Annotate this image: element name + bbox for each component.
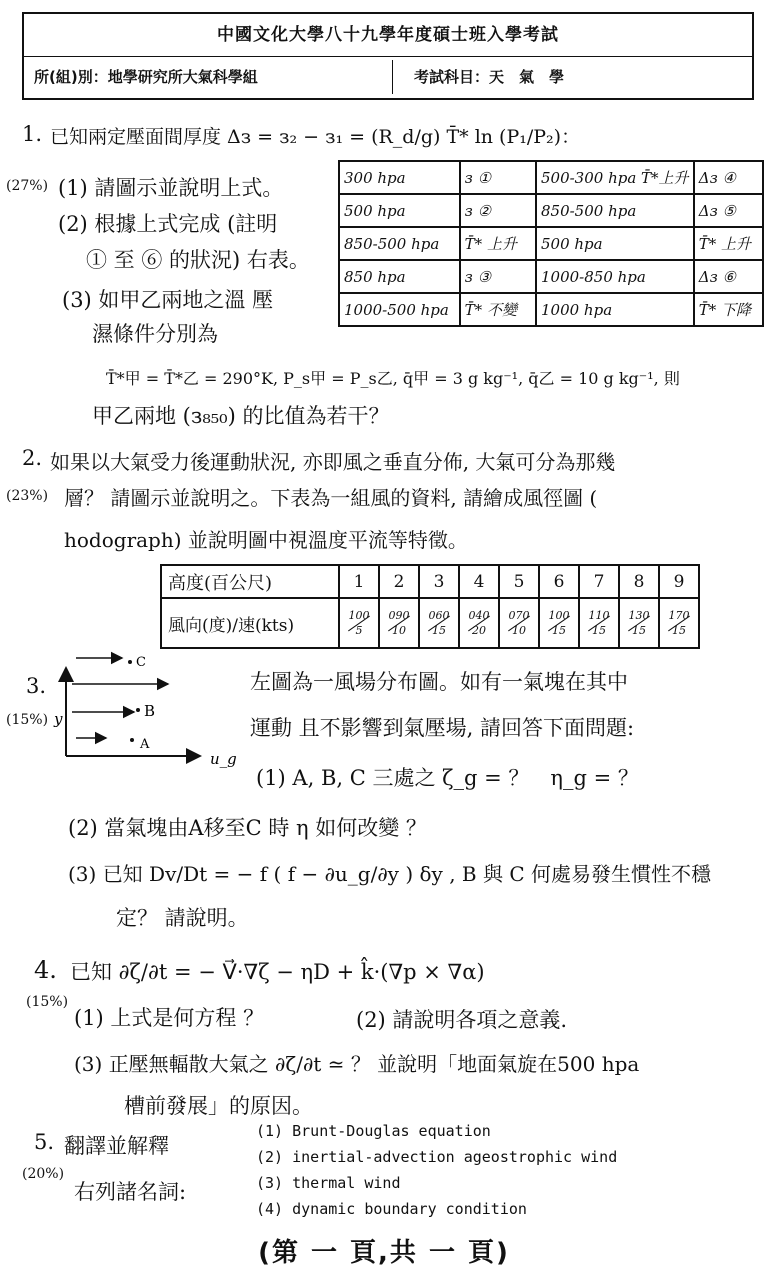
wind-table-height-cell: 2 (379, 565, 419, 598)
q2-line1: 如果以大氣受力後運動狀況, 亦即風之垂直分佈, 大氣可分為那幾 (50, 450, 616, 474)
wind-table-wind-cell (459, 598, 499, 648)
thickness-table-cell: 1000 hpa (536, 293, 694, 326)
q3-wind-field-diagram (50, 650, 260, 770)
wind-speed-value: 20 (472, 623, 486, 637)
thickness-table-cell: 1000-850 hpa (536, 260, 694, 293)
q4-sub2: (2) 請說明各項之意義. (356, 1008, 568, 1032)
thickness-table-cell: з ② (460, 194, 536, 227)
wind-table-height-cell: 7 (579, 565, 619, 598)
thickness-table-cell: 500 hpa (536, 227, 694, 260)
q4-sub3-line1: (3) 正壓無輻散大氣之 ∂ζ/∂t ≃ ？ 並說明「地面氣旋在500 hpa (74, 1052, 640, 1076)
wind-table-wind-cell (539, 598, 579, 648)
header-divider (24, 56, 752, 57)
wind-table-height-header: 高度(百公尺) (161, 565, 339, 598)
wind-table-height-cell: 5 (499, 565, 539, 598)
q2-number: 2. (22, 446, 43, 470)
wind-speed-value: 15 (592, 623, 606, 637)
q3-number: 3. (26, 674, 47, 698)
department-label: 所(組)別：地學研究所大氣科學組 (34, 68, 258, 86)
q3-line2: 運動 且不影響到氣壓場, 請回答下面問題: (250, 716, 635, 740)
q1-intro: 已知兩定壓面間厚度 Δз = з₂ − з₁ = (R_d/g) T̄* ln (P₁/P₂)： (50, 126, 581, 148)
wind-table-wind-cell (659, 598, 699, 648)
x-axis-label: u_g (210, 750, 237, 768)
q5-term-2: (2) inertial-advection ageostrophic wind (256, 1148, 618, 1166)
q1-sub3-line1: (3) 如甲乙兩地之溫 壓 (62, 288, 274, 312)
wind-table-height-cell: 6 (539, 565, 579, 598)
q3-line1: 左圖為一風場分布圖。如有一氣塊在其中 (250, 670, 628, 694)
wind-speed-value: 10 (392, 623, 406, 637)
point-b-marker (136, 708, 140, 712)
q5-line1: 翻譯並解釋 (64, 1134, 169, 1158)
q2-wind-table (160, 564, 700, 649)
q4-number: 4. (34, 956, 57, 984)
q3-sub3-line1: (3) 已知 Dv/Dt = − f ( f − ∂u_g/∂y ) δy , B 與 C 何處易發生慣性不穩 (68, 862, 711, 886)
q2-line3: hodograph) 並說明圖中視溫度平流等特徵。 (64, 528, 468, 552)
q5-term-1: (1) Brunt-Douglas equation (256, 1122, 491, 1140)
wind-speed-value: 15 (432, 623, 446, 637)
q5-score: (20%) (22, 1166, 65, 1182)
wind-direction-value: 110 (588, 608, 610, 622)
wind-table-wind-cell (579, 598, 619, 648)
subject-label: 考試科目：天 氣 學 (414, 68, 565, 86)
wind-direction-value: 100 (348, 608, 370, 622)
thickness-table-cell: з ③ (460, 260, 536, 293)
wind-table-height-cell: 8 (619, 565, 659, 598)
wind-table-wind-cell (379, 598, 419, 648)
q3-sub1: (1) A, B, C 三處之 ζ_g = ？ η_g = ？ (256, 766, 639, 790)
q4-intro: 已知 ∂ζ/∂t = − V⃗·∇ζ − ηD + k̂·(∇p × ∇α) (70, 960, 485, 984)
thickness-table-row (339, 293, 763, 326)
wind-table-height-cell: 4 (459, 565, 499, 598)
wind-speed-value: 15 (632, 623, 646, 637)
q1-score: (27%) (6, 178, 49, 194)
wind-direction-value: 170 (668, 608, 690, 622)
wind-speed-value: 15 (552, 623, 566, 637)
point-c-marker (128, 660, 132, 664)
q3-sub2: (2) 當氣塊由A移至C 時 η 如何改變 ？ (68, 816, 427, 840)
wind-speed-value: 10 (512, 623, 526, 637)
q1-sub3-line3: T̄*甲 = T̄*乙 = 290°K, P_s甲 = P_s乙, q̄甲 = 3 g kg⁻¹, q̄乙 = 10 g kg⁻¹, 則 (106, 369, 680, 388)
thickness-table-row (339, 161, 763, 194)
q1-sub3-line4: 甲乙兩地 (з₈₅₀) 的比值為若干？ (92, 404, 390, 428)
thickness-table-cell: T̄* 不變 (460, 293, 536, 326)
wind-table-wind-cell (419, 598, 459, 648)
wind-direction-value: 040 (468, 608, 490, 622)
thickness-table-cell: 850-500 hpa (339, 227, 460, 260)
q1-sub2-line2: ① 至 ⑥ 的狀況) 右表。 (86, 248, 310, 272)
thickness-table-cell: 850 hpa (339, 260, 460, 293)
q1-sub3-line2: 濕條件分別為 (92, 322, 218, 346)
q1-sub2-line1: (2) 根據上式完成 (註明 (58, 212, 278, 236)
q4-score: (15%) (26, 994, 69, 1010)
wind-direction-value: 070 (508, 608, 530, 622)
header-vertical-divider (392, 60, 393, 94)
q3-sub3-line2: 定？ 請說明。 (116, 906, 249, 930)
q5-number: 5. (34, 1130, 55, 1154)
q2-score: (23%) (6, 488, 49, 504)
thickness-table-row (339, 227, 763, 260)
wind-table-wind-cell (619, 598, 659, 648)
thickness-table-cell: 1000-500 hpa (339, 293, 460, 326)
q1-thickness-table (338, 160, 764, 327)
wind-speed-value: 5 (355, 623, 363, 637)
q3-score: (15%) (6, 712, 49, 728)
wind-direction-value: 130 (628, 608, 650, 622)
exam-header (22, 12, 754, 100)
wind-table-wind-header: 風向(度)/速(kts) (161, 598, 339, 648)
thickness-table-cell: 500-300 hpa T̄*上升 (536, 161, 694, 194)
thickness-table-cell: 850-500 hpa (536, 194, 694, 227)
wind-table-height-cell: 3 (419, 565, 459, 598)
point-a-label: A (140, 737, 150, 752)
wind-table-height-cell: 1 (339, 565, 379, 598)
thickness-table-cell: 300 hpa (339, 161, 460, 194)
wind-table-height-cell: 9 (659, 565, 699, 598)
thickness-table-cell: Δз ④ (694, 161, 763, 194)
thickness-table-cell: Δз ⑥ (694, 260, 763, 293)
wind-table-wind-cell (339, 598, 379, 648)
q5-term-4: (4) dynamic boundary condition (256, 1200, 527, 1218)
point-c-label: C (136, 655, 146, 670)
q2-line2: 層？ 請圖示並說明之。下表為一組風的資料, 請繪成風徑圖 ( (64, 486, 598, 510)
thickness-table-cell: T̄* 上升 (460, 227, 536, 260)
q4-sub1: (1) 上式是何方程 ？ (74, 1006, 265, 1030)
q1-number: 1. (22, 122, 43, 146)
wind-direction-value: 090 (388, 608, 410, 622)
thickness-table-cell: T̄* 上升 (694, 227, 763, 260)
wind-direction-value: 060 (428, 608, 450, 622)
thickness-table-row (339, 260, 763, 293)
wind-direction-value: 100 (548, 608, 570, 622)
point-a-marker (130, 738, 134, 742)
q4-sub3-line2: 槽前發展」的原因。 (124, 1094, 313, 1118)
thickness-table-cell: T̄* 下降 (694, 293, 763, 326)
point-b-label: B (144, 702, 156, 720)
q5-term-3: (3) thermal wind (256, 1174, 401, 1192)
wind-table-wind-cell (499, 598, 539, 648)
wind-speed-value: 15 (672, 623, 686, 637)
page-footer: (第 一 頁,共 一 頁) (258, 1238, 510, 1268)
y-axis-label: y (54, 710, 63, 728)
q1-sub1: (1) 請圖示並說明上式。 (58, 176, 284, 200)
thickness-table-row (339, 194, 763, 227)
q5-line2: 右列諸名詞: (74, 1180, 187, 1204)
thickness-table-cell: з ① (460, 161, 536, 194)
thickness-table-cell: 500 hpa (339, 194, 460, 227)
exam-title: 中國文化大學八十九學年度碩士班入學考試 (217, 25, 559, 45)
thickness-table-cell: Δз ⑤ (694, 194, 763, 227)
